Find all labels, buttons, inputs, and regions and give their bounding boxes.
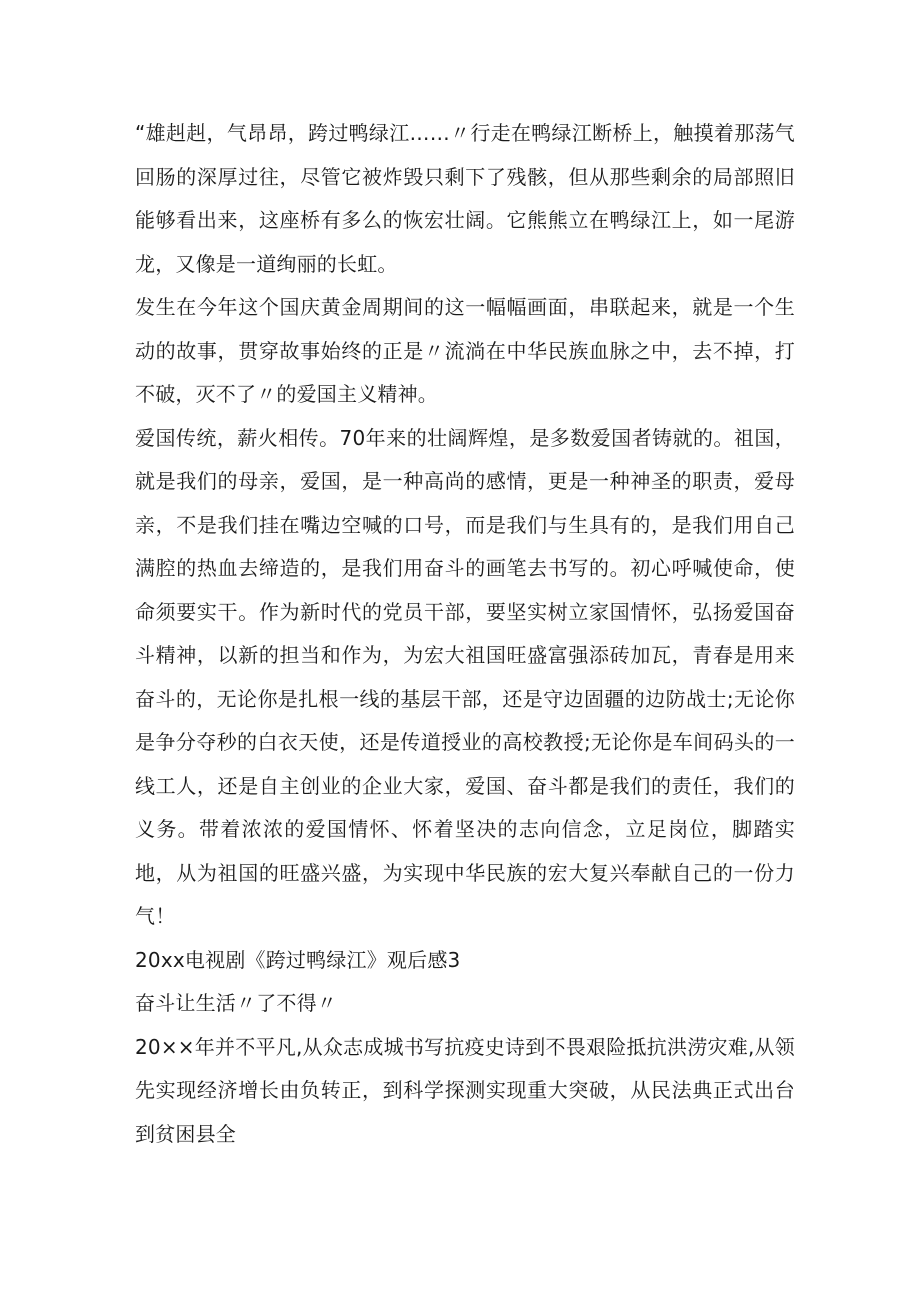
section-subheading: 奋斗让生活〃了不得〃 bbox=[135, 991, 337, 1015]
paragraph-national-day: 发生在今年这个国庆黄金周期间的这一幅幅画面，串联起来，就是一个生动的故事，贯穿故事始终的正是〃流淌在中华民族血脉之中，去不掉，打不破，灭不了〃的爱国主义精神。 bbox=[135, 295, 795, 406]
paragraph-yalu-bridge: “雄赳赳，气昂昂，跨过鸭绿江……〃行走在鸭绿江断桥上，触摸着那荡气回肠的深厚过往，尽管它被炸毁只剩下了残骸，但从那些剩余的局部照旧能够看出来，这座桥有多么的恢宏壮阔。它熊熊立在鸭绿江上，如一尾游龙，又像是一道绚丽的长虹。 bbox=[135, 121, 795, 276]
section-heading: 20xx电视剧《跨过鸭绿江》观后感3 bbox=[135, 947, 461, 972]
paragraph-patriotic-tradition: 爱国传统，薪火相传。70年来的壮阔辉煌，是多数爱国者铸就的。祖国，就是我们的母亲，爱国，是一种高尚的感情，更是一种神圣的职责，爱母亲，不是我们挂在嘴边空喊的口号，而是我们与生具有的，是我们用自己满腔的热血去缔造的，是我们用奋斗的画笔去书写的。初心呼喊使命，使命须要实干。作为新时代的党员干部，要坚实树立家国情怀，弘扬爱国奋斗精神，以新的担当和作为，为宏大祖国旺盛富强添砖加瓦，青春是用来奋斗的，无论你是扎根一线的基层干部，还是守边固疆的边防战士;无论你是争分夺秒的白衣天使，还是传道授业的高校教授;无论你是车间码头的一线工人，还是自主创业的企业大家，爱国、奋斗都是我们的责任，我们的义务。带着浓浓的爱国情怀、怀着坚决的志向信念，立足岗位，脚踏实地，从为祖国的旺盛兴盛，为实现中华民族的宏大复兴奉献自己的一份力气！ bbox=[135, 425, 795, 928]
document-body bbox=[135, 112, 795, 1156]
paragraph-year-review: 20××年并不平凡,从众志成城书写抗疫史诗到不畏艰险抵抗洪涝灾难,从领先实现经济增长由负转正，到科学探测实现重大突破，从民法典正式出台到贫困县全 bbox=[135, 1034, 795, 1146]
